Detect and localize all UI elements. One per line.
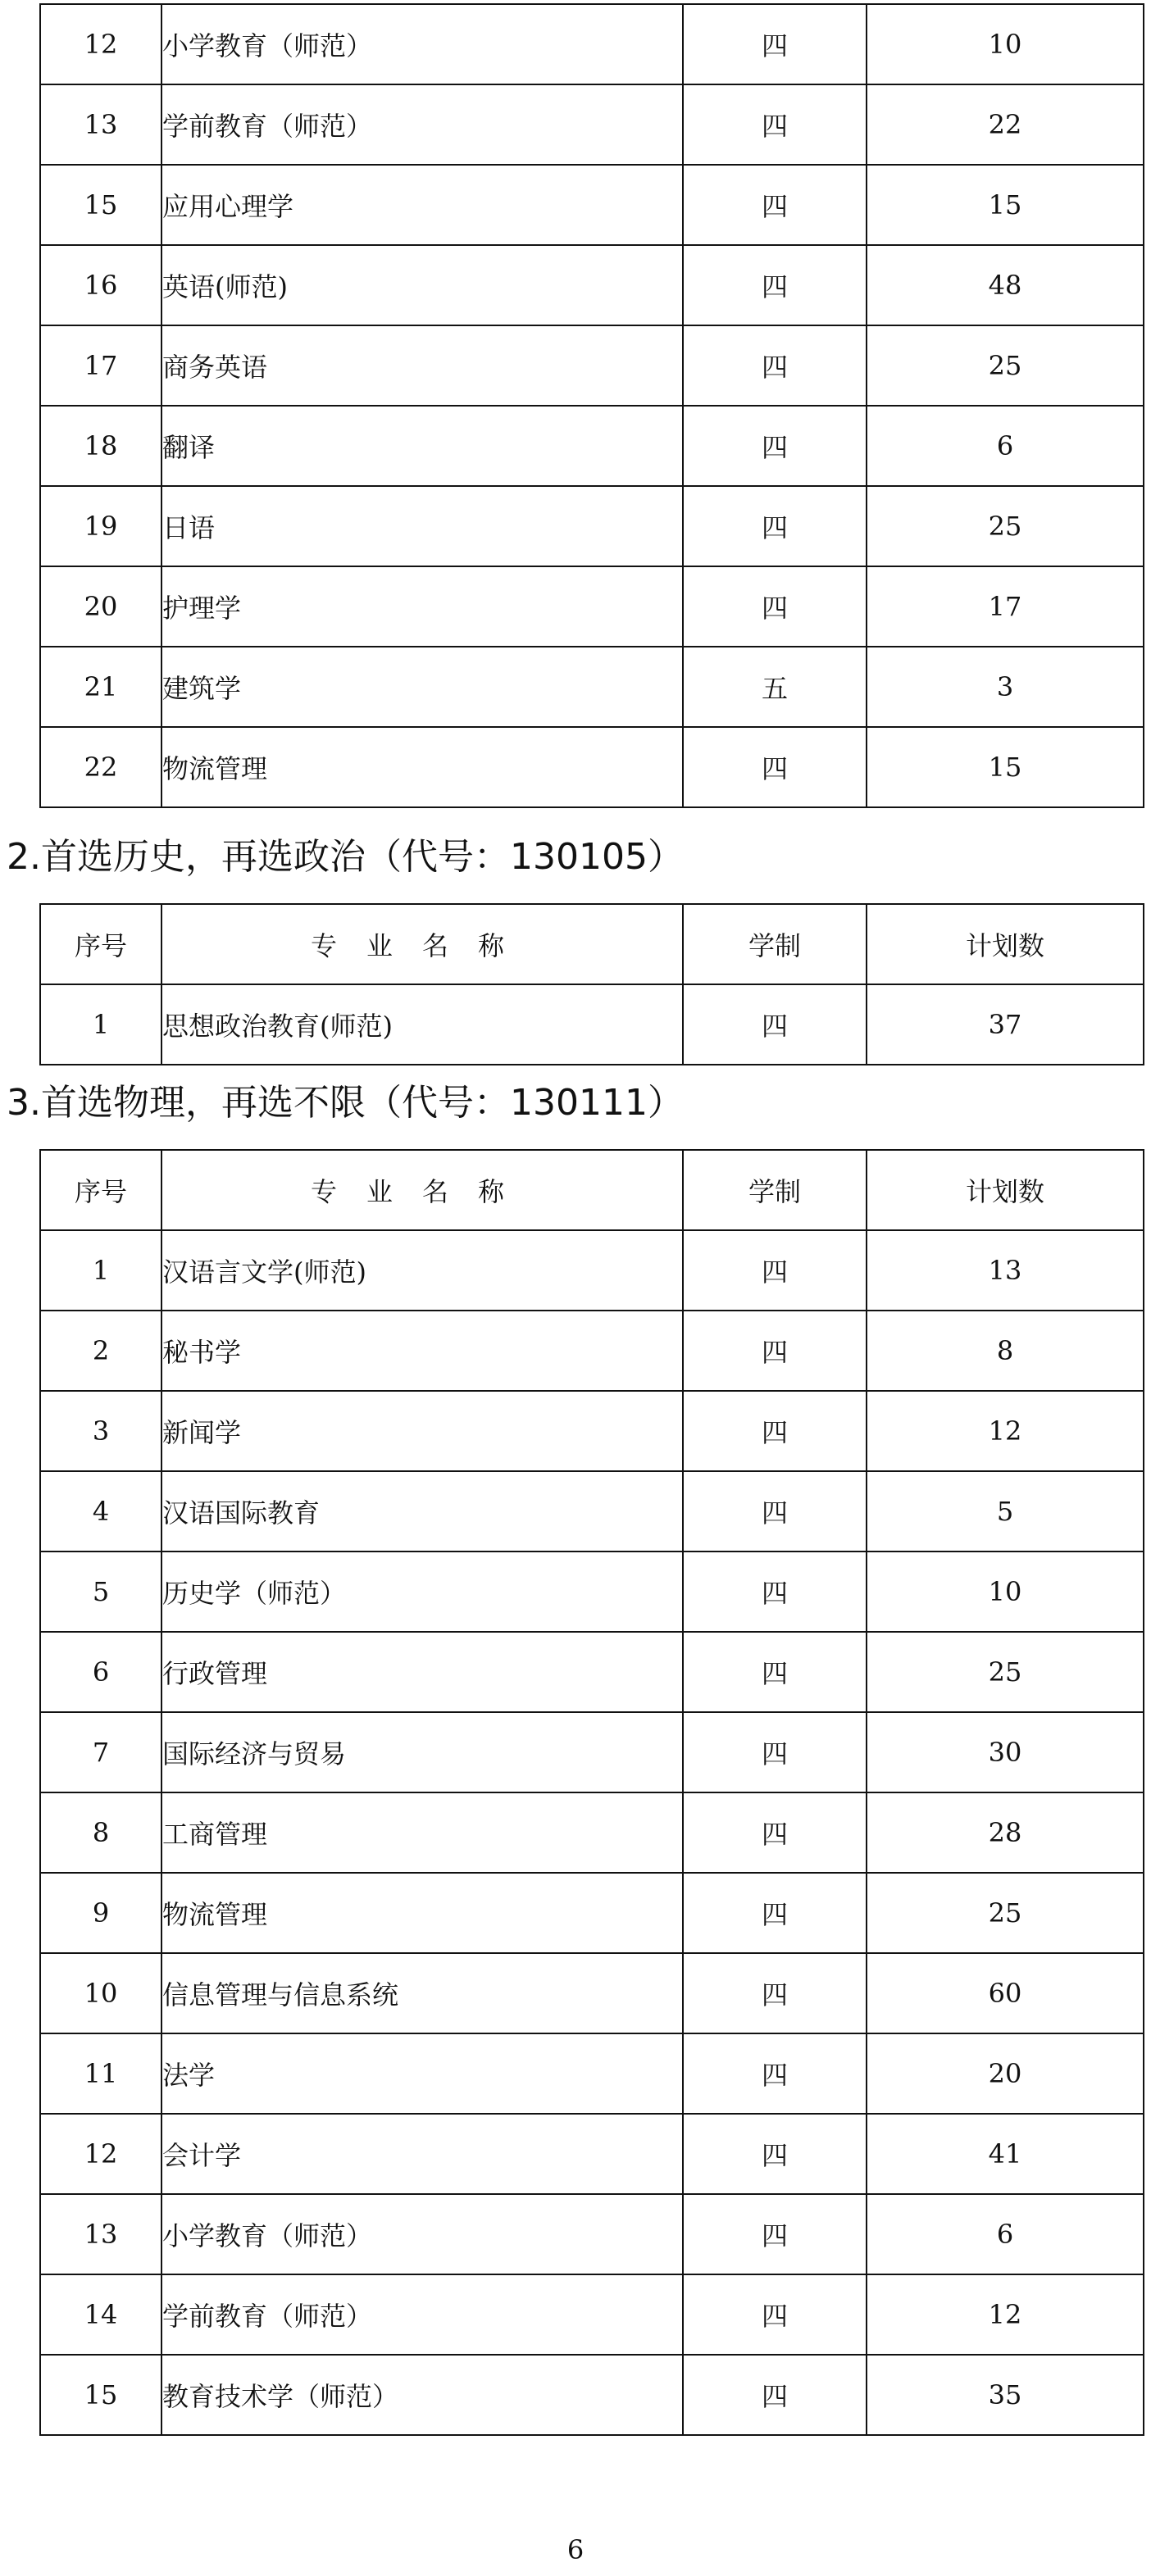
plan-count: 60 xyxy=(867,1953,1144,2033)
major-name: 教育技术学（师范） xyxy=(162,2355,683,2435)
major-name: 小学教育（师范） xyxy=(162,2194,683,2274)
header-no: 序号 xyxy=(40,904,162,984)
plan-count: 3 xyxy=(867,647,1144,727)
major-name: 汉语言文学(师范) xyxy=(162,1230,683,1311)
major-name: 历史学（师范） xyxy=(162,1552,683,1632)
row-number: 15 xyxy=(40,2355,162,2435)
plan-count: 6 xyxy=(867,2194,1144,2274)
row-number: 7 xyxy=(40,1712,162,1792)
table-section-3 xyxy=(39,1149,1144,2436)
plan-count: 48 xyxy=(867,245,1144,325)
major-name: 学前教育（师范） xyxy=(162,2274,683,2355)
header-count: 计划数 xyxy=(867,1150,1144,1230)
study-years: 四 xyxy=(683,2194,867,2274)
table-row xyxy=(40,2114,1144,2194)
major-name: 学前教育（师范） xyxy=(162,84,683,165)
plan-count: 6 xyxy=(867,406,1144,486)
study-years: 四 xyxy=(683,1792,867,1873)
major-name: 行政管理 xyxy=(162,1632,683,1712)
major-name: 商务英语 xyxy=(162,325,683,406)
study-years: 四 xyxy=(683,1230,867,1311)
header-count: 计划数 xyxy=(867,904,1144,984)
table-row xyxy=(40,4,1144,84)
study-years: 四 xyxy=(683,2355,867,2435)
table-row xyxy=(40,1873,1144,1953)
table-row xyxy=(40,1953,1144,2033)
major-name: 法学 xyxy=(162,2033,683,2114)
section-2-title: 2.首选历史，再选政治（代号：130105） xyxy=(7,836,684,878)
row-number: 2 xyxy=(40,1311,162,1391)
plan-count: 10 xyxy=(867,4,1144,84)
study-years: 四 xyxy=(683,1953,867,2033)
plan-count: 25 xyxy=(867,486,1144,566)
table-row xyxy=(40,1391,1144,1471)
page-number: 6 xyxy=(566,2534,585,2565)
study-years: 四 xyxy=(683,165,867,245)
table-row xyxy=(40,245,1144,325)
table-row xyxy=(40,566,1144,647)
plan-count: 20 xyxy=(867,2033,1144,2114)
major-name: 思想政治教育(师范) xyxy=(162,984,683,1065)
table-row xyxy=(40,727,1144,807)
table-row xyxy=(40,984,1144,1065)
plan-count: 8 xyxy=(867,1311,1144,1391)
major-name: 小学教育（师范） xyxy=(162,4,683,84)
major-name: 新闻学 xyxy=(162,1391,683,1471)
header-major-name: 专业名称 xyxy=(162,1150,683,1230)
major-name: 国际经济与贸易 xyxy=(162,1712,683,1792)
header-system: 学制 xyxy=(683,904,867,984)
table-section-1-continued xyxy=(39,3,1144,808)
header-system: 学制 xyxy=(683,1150,867,1230)
row-number: 21 xyxy=(40,647,162,727)
table-row xyxy=(40,1230,1144,1311)
major-name: 建筑学 xyxy=(162,647,683,727)
table-row xyxy=(40,2194,1144,2274)
study-years: 四 xyxy=(683,1471,867,1552)
plan-count: 12 xyxy=(867,2274,1144,2355)
row-number: 19 xyxy=(40,486,162,566)
study-years: 四 xyxy=(683,406,867,486)
table-header-row xyxy=(40,904,1144,984)
major-name: 应用心理学 xyxy=(162,165,683,245)
plan-count: 41 xyxy=(867,2114,1144,2194)
study-years: 四 xyxy=(683,245,867,325)
table-row xyxy=(40,1471,1144,1552)
study-years: 四 xyxy=(683,1552,867,1632)
row-number: 12 xyxy=(40,4,162,84)
row-number: 16 xyxy=(40,245,162,325)
table-row xyxy=(40,1792,1144,1873)
major-name: 汉语国际教育 xyxy=(162,1471,683,1552)
plan-count: 15 xyxy=(867,727,1144,807)
row-number: 6 xyxy=(40,1632,162,1712)
plan-count: 10 xyxy=(867,1552,1144,1632)
study-years: 四 xyxy=(683,325,867,406)
study-years: 四 xyxy=(683,486,867,566)
plan-count: 12 xyxy=(867,1391,1144,1471)
table-row xyxy=(40,2033,1144,2114)
major-name: 会计学 xyxy=(162,2114,683,2194)
row-number: 10 xyxy=(40,1953,162,2033)
study-years: 五 xyxy=(683,647,867,727)
study-years: 四 xyxy=(683,1632,867,1712)
study-years: 四 xyxy=(683,2274,867,2355)
row-number: 8 xyxy=(40,1792,162,1873)
major-name: 日语 xyxy=(162,486,683,566)
plan-count: 25 xyxy=(867,1632,1144,1712)
table-row xyxy=(40,325,1144,406)
plan-count: 30 xyxy=(867,1712,1144,1792)
row-number: 18 xyxy=(40,406,162,486)
study-years: 四 xyxy=(683,1391,867,1471)
header-no: 序号 xyxy=(40,1150,162,1230)
plan-count: 22 xyxy=(867,84,1144,165)
table-header-row xyxy=(40,1150,1144,1230)
plan-count: 17 xyxy=(867,566,1144,647)
row-number: 13 xyxy=(40,84,162,165)
table-row xyxy=(40,1311,1144,1391)
major-name: 信息管理与信息系统 xyxy=(162,1953,683,2033)
header-major-name: 专业名称 xyxy=(162,904,683,984)
study-years: 四 xyxy=(683,1873,867,1953)
major-name: 工商管理 xyxy=(162,1792,683,1873)
major-name: 护理学 xyxy=(162,566,683,647)
plan-count: 37 xyxy=(867,984,1144,1065)
study-years: 四 xyxy=(683,4,867,84)
table-row xyxy=(40,165,1144,245)
row-number: 1 xyxy=(40,1230,162,1311)
row-number: 15 xyxy=(40,165,162,245)
study-years: 四 xyxy=(683,2114,867,2194)
study-years: 四 xyxy=(683,2033,867,2114)
table-row xyxy=(40,1552,1144,1632)
section-3-title: 3.首选物理，再选不限（代号：130111） xyxy=(7,1082,684,1124)
table-row xyxy=(40,1712,1144,1792)
row-number: 1 xyxy=(40,984,162,1065)
major-name: 秘书学 xyxy=(162,1311,683,1391)
plan-count: 5 xyxy=(867,1471,1144,1552)
plan-count: 28 xyxy=(867,1792,1144,1873)
plan-count: 13 xyxy=(867,1230,1144,1311)
row-number: 11 xyxy=(40,2033,162,2114)
study-years: 四 xyxy=(683,1712,867,1792)
row-number: 3 xyxy=(40,1391,162,1471)
study-years: 四 xyxy=(683,566,867,647)
table-row xyxy=(40,486,1144,566)
row-number: 5 xyxy=(40,1552,162,1632)
plan-count: 35 xyxy=(867,2355,1144,2435)
plan-count: 25 xyxy=(867,1873,1144,1953)
row-number: 13 xyxy=(40,2194,162,2274)
study-years: 四 xyxy=(683,727,867,807)
row-number: 12 xyxy=(40,2114,162,2194)
major-name: 翻译 xyxy=(162,406,683,486)
table-row xyxy=(40,1632,1144,1712)
row-number: 4 xyxy=(40,1471,162,1552)
table-row xyxy=(40,406,1144,486)
table-row xyxy=(40,647,1144,727)
row-number: 17 xyxy=(40,325,162,406)
plan-count: 25 xyxy=(867,325,1144,406)
row-number: 9 xyxy=(40,1873,162,1953)
row-number: 20 xyxy=(40,566,162,647)
row-number: 22 xyxy=(40,727,162,807)
study-years: 四 xyxy=(683,84,867,165)
plan-count: 15 xyxy=(867,165,1144,245)
table-row xyxy=(40,2274,1144,2355)
row-number: 14 xyxy=(40,2274,162,2355)
major-name: 英语(师范) xyxy=(162,245,683,325)
major-name: 物流管理 xyxy=(162,1873,683,1953)
study-years: 四 xyxy=(683,1311,867,1391)
study-years: 四 xyxy=(683,984,867,1065)
table-section-2 xyxy=(39,903,1144,1065)
table-row xyxy=(40,2355,1144,2435)
major-name: 物流管理 xyxy=(162,727,683,807)
table-row xyxy=(40,84,1144,165)
